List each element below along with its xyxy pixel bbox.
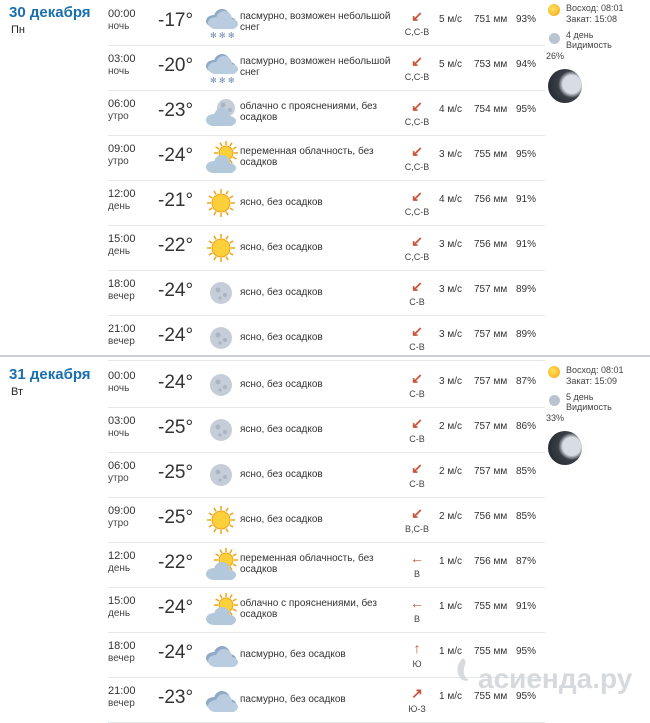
pressure: 756 мм xyxy=(474,556,508,567)
forecast-temperature: -21° xyxy=(158,190,194,211)
sun-icon xyxy=(204,503,238,537)
humidity: 87% xyxy=(516,376,537,387)
forecast-time: 21:00 xyxy=(108,685,136,697)
forecast-temperature: -23° xyxy=(158,687,194,708)
humidity: 86% xyxy=(516,421,537,432)
forecast-row xyxy=(108,362,545,408)
weather-description: облачно с прояснениями, без осадков xyxy=(240,101,377,123)
pressure: 751 мм xyxy=(474,14,508,25)
forecast-period: утро xyxy=(108,518,129,529)
sun-icon xyxy=(548,366,560,378)
humidity: 93% xyxy=(516,14,537,25)
pressure: 756 мм xyxy=(474,511,508,522)
wind-direction: С-В xyxy=(409,297,425,307)
wind-speed: 2 м/с xyxy=(439,466,462,477)
humidity: 94% xyxy=(516,59,537,70)
wind-direction: С,С-В xyxy=(404,162,430,172)
forecast-time: 03:00 xyxy=(108,415,136,427)
weather-description: ясно, без осадков xyxy=(240,332,323,343)
weather-description: ясно, без осадков xyxy=(240,287,323,298)
wind-direction: Ю-З xyxy=(408,704,426,714)
sunrise-text: Восход: 08:01 xyxy=(566,365,624,375)
sunset-text: Закат: 15:09 xyxy=(566,376,618,386)
wind-direction: С,С-В xyxy=(404,27,430,37)
watermark-text: асиенда.ру xyxy=(478,663,633,694)
weather-description: пасмурно, возможен небольшой снег xyxy=(240,11,391,33)
wind-direction-arrow-icon: ↙ xyxy=(411,8,423,24)
forecast-row xyxy=(108,497,545,543)
pressure: 753 мм xyxy=(474,59,508,70)
forecast-time: 21:00 xyxy=(108,323,136,335)
weather-description: пасмурно, без осадков xyxy=(240,694,346,705)
snow-cloud-icon xyxy=(204,6,238,40)
moon-icon xyxy=(204,276,238,310)
moon-day-text: 4 день xyxy=(566,30,594,40)
wind-direction: С-В xyxy=(409,389,425,399)
forecast-time: 15:00 xyxy=(108,595,136,607)
pressure: 757 мм xyxy=(474,329,508,340)
moon-phase-icon xyxy=(549,33,560,44)
sun-icon xyxy=(204,231,238,265)
forecast-time: 15:00 xyxy=(108,233,136,245)
forecast-period: день xyxy=(108,201,131,212)
forecast-time: 00:00 xyxy=(108,8,136,20)
forecast-temperature: -22° xyxy=(158,552,194,573)
wind-direction-arrow-icon: ↙ xyxy=(411,323,423,339)
sun-cloud-icon xyxy=(204,593,238,627)
wind-direction-arrow-icon: ↙ xyxy=(411,505,423,521)
wind-speed: 5 м/с xyxy=(439,14,462,25)
weather-description: переменная облачность, без осадков xyxy=(240,553,374,575)
pressure: 757 мм xyxy=(474,421,508,432)
forecast-time: 03:00 xyxy=(108,53,136,65)
wind-speed: 1 м/с xyxy=(439,646,462,657)
humidity: 91% xyxy=(516,194,537,205)
forecast-time: 00:00 xyxy=(108,370,136,382)
overcast-cloud-icon xyxy=(204,638,238,672)
wind-speed: 5 м/с xyxy=(439,59,462,70)
snow-cloud-icon xyxy=(204,51,238,85)
humidity: 85% xyxy=(516,466,537,477)
humidity: 95% xyxy=(516,104,537,115)
watermark-logo-icon xyxy=(451,656,475,686)
pressure: 755 мм xyxy=(474,149,508,160)
forecast-temperature: -24° xyxy=(158,597,194,618)
forecast-period: вечер xyxy=(108,653,135,664)
forecast-row xyxy=(108,270,545,316)
wind-direction-arrow-icon: ↙ xyxy=(411,415,423,431)
sunset-text: Закат: 15:08 xyxy=(566,14,618,24)
forecast-period: утро xyxy=(108,473,129,484)
pressure: 757 мм xyxy=(474,466,508,477)
visibility-label: Видимость xyxy=(566,402,612,412)
sun-icon xyxy=(548,4,560,16)
forecast-temperature: -24° xyxy=(158,145,194,166)
day-divider xyxy=(0,355,650,357)
visibility-label: Видимость xyxy=(566,40,612,50)
moon-day-text: 5 день xyxy=(566,392,594,402)
pressure: 755 мм xyxy=(474,601,508,612)
wind-direction-arrow-icon: ↙ xyxy=(411,278,423,294)
wind-direction: В xyxy=(413,614,420,624)
day-of-week: Пн xyxy=(11,24,25,36)
forecast-period: день xyxy=(108,246,131,257)
wind-direction-arrow-icon: ↙ xyxy=(411,53,423,69)
forecast-temperature: -25° xyxy=(158,462,194,483)
wind-direction: В xyxy=(413,569,420,579)
forecast-temperature: -24° xyxy=(158,280,194,301)
forecast-period: вечер xyxy=(108,698,135,709)
forecast-temperature: -17° xyxy=(158,10,194,31)
day-of-week: Вт xyxy=(11,386,24,398)
forecast-period: день xyxy=(108,563,131,574)
humidity: 85% xyxy=(516,511,537,522)
forecast-time: 06:00 xyxy=(108,98,136,110)
wind-speed: 4 м/с xyxy=(439,104,462,115)
forecast-temperature: -24° xyxy=(158,372,194,393)
weather-description: облачно с прояснениями, без осадков xyxy=(240,598,377,620)
forecast-temperature: -24° xyxy=(158,642,194,663)
moon-cloud-icon xyxy=(204,96,238,130)
forecast-row xyxy=(108,452,545,498)
forecast-row xyxy=(108,225,545,271)
forecast-time: 18:00 xyxy=(108,640,136,652)
day-date: 31 декабря xyxy=(9,366,91,383)
forecast-time: 12:00 xyxy=(108,550,136,562)
forecast-time: 06:00 xyxy=(108,460,136,472)
overcast-cloud-icon xyxy=(204,683,238,717)
weather-description: ясно, без осадков xyxy=(240,424,323,435)
forecast-period: вечер xyxy=(108,336,135,347)
weather-description: пасмурно, возможен небольшой снег xyxy=(240,56,391,78)
wind-direction-arrow-icon: ↙ xyxy=(411,188,423,204)
weather-description: пасмурно, без осадков xyxy=(240,649,346,660)
wind-speed: 3 м/с xyxy=(439,149,462,160)
forecast-row xyxy=(108,0,545,46)
wind-speed: 2 м/с xyxy=(439,421,462,432)
moon-phase-image-icon xyxy=(548,431,582,465)
wind-direction: С-В xyxy=(409,479,425,489)
pressure: 756 мм xyxy=(474,239,508,250)
forecast-row xyxy=(108,45,545,91)
wind-direction-arrow-icon: ↙ xyxy=(411,370,423,386)
wind-speed: 4 м/с xyxy=(439,194,462,205)
pressure: 755 мм xyxy=(474,646,508,657)
moon-phase-image-icon xyxy=(548,69,582,103)
wind-direction: С,С-В xyxy=(404,207,430,217)
wind-direction: В,С-В xyxy=(404,524,429,534)
forecast-temperature: -24° xyxy=(158,325,194,346)
forecast-row xyxy=(108,180,545,226)
sun-icon xyxy=(204,186,238,220)
pressure: 756 мм xyxy=(474,194,508,205)
wind-direction-arrow-icon: ↙ xyxy=(411,233,423,249)
wind-direction-arrow-icon: ↑ xyxy=(413,640,421,656)
moon-icon xyxy=(204,413,238,447)
forecast-time: 09:00 xyxy=(108,505,136,517)
wind-speed: 1 м/с xyxy=(439,556,462,567)
forecast-temperature: -25° xyxy=(158,507,194,528)
forecast-temperature: -22° xyxy=(158,235,194,256)
forecast-row xyxy=(108,135,545,181)
forecast-period: ночь xyxy=(108,21,130,32)
wind-direction-arrow-icon: ← xyxy=(410,550,424,566)
wind-direction: С,С-В xyxy=(404,252,430,262)
sunrise-text: Восход: 08:01 xyxy=(566,3,624,13)
forecast-period: ночь xyxy=(108,383,130,394)
wind-direction-arrow-icon: ↙ xyxy=(411,143,423,159)
humidity: 89% xyxy=(516,284,537,295)
day-date: 30 декабря xyxy=(9,4,91,21)
wind-speed: 1 м/с xyxy=(439,691,462,702)
forecast-temperature: -25° xyxy=(158,417,194,438)
forecast-temperature: -23° xyxy=(158,100,194,121)
forecast-period: вечер xyxy=(108,291,135,302)
weather-description: ясно, без осадков xyxy=(240,514,323,525)
wind-direction: С,С-В xyxy=(404,117,430,127)
humidity: 89% xyxy=(516,329,537,340)
forecast-row xyxy=(108,407,545,453)
moon-icon xyxy=(204,321,238,355)
humidity: 95% xyxy=(516,691,537,702)
humidity: 95% xyxy=(516,149,537,160)
wind-speed: 3 м/с xyxy=(439,376,462,387)
wind-speed: 1 м/с xyxy=(439,601,462,612)
wind-direction: С-В xyxy=(409,342,425,352)
visibility-percent: 26% xyxy=(546,51,565,61)
forecast-period: утро xyxy=(108,156,129,167)
weather-description: переменная облачность, без осадков xyxy=(240,146,374,168)
forecast-row xyxy=(108,587,545,633)
wind-speed: 3 м/с xyxy=(439,239,462,250)
pressure: 757 мм xyxy=(474,284,508,295)
forecast-time: 09:00 xyxy=(108,143,136,155)
humidity: 91% xyxy=(516,601,537,612)
wind-direction: Ю xyxy=(412,659,422,669)
humidity: 95% xyxy=(516,646,537,657)
wind-direction: С,С-В xyxy=(404,72,430,82)
forecast-time: 12:00 xyxy=(108,188,136,200)
humidity: 87% xyxy=(516,556,537,567)
weather-description: ясно, без осадков xyxy=(240,379,323,390)
forecast-period: ночь xyxy=(108,66,130,77)
weather-description: ясно, без осадков xyxy=(240,242,323,253)
wind-direction: С-В xyxy=(409,434,425,444)
wind-speed: 3 м/с xyxy=(439,284,462,295)
forecast-time: 18:00 xyxy=(108,278,136,290)
wind-direction-arrow-icon: ← xyxy=(410,595,424,611)
wind-direction-arrow-icon: ↙ xyxy=(411,98,423,114)
forecast-period: ночь xyxy=(108,428,130,439)
sun-cloud-icon xyxy=(204,141,238,175)
forecast-period: утро xyxy=(108,111,129,122)
visibility-percent: 33% xyxy=(546,413,565,423)
wind-speed: 3 м/с xyxy=(439,329,462,340)
moon-phase-icon xyxy=(549,395,560,406)
pressure: 754 мм xyxy=(474,104,508,115)
sun-cloud-icon xyxy=(204,548,238,582)
weather-description: ясно, без осадков xyxy=(240,469,323,480)
forecast-row xyxy=(108,90,545,136)
moon-icon xyxy=(204,368,238,402)
svg-text:✻ ✻ ✻: ✻ ✻ ✻ xyxy=(210,76,235,85)
forecast-row xyxy=(108,542,545,588)
pressure: 755 мм xyxy=(474,691,508,702)
wind-speed: 2 м/с xyxy=(439,511,462,522)
forecast-period: день xyxy=(108,608,131,619)
wind-direction-arrow-icon: ↙ xyxy=(411,460,423,476)
forecast-temperature: -20° xyxy=(158,55,194,76)
wind-direction-arrow-icon: ↗ xyxy=(411,685,423,701)
weather-description: ясно, без осадков xyxy=(240,197,323,208)
svg-text:✻ ✻ ✻: ✻ ✻ ✻ xyxy=(210,31,235,40)
pressure: 757 мм xyxy=(474,376,508,387)
moon-icon xyxy=(204,458,238,492)
humidity: 91% xyxy=(516,239,537,250)
